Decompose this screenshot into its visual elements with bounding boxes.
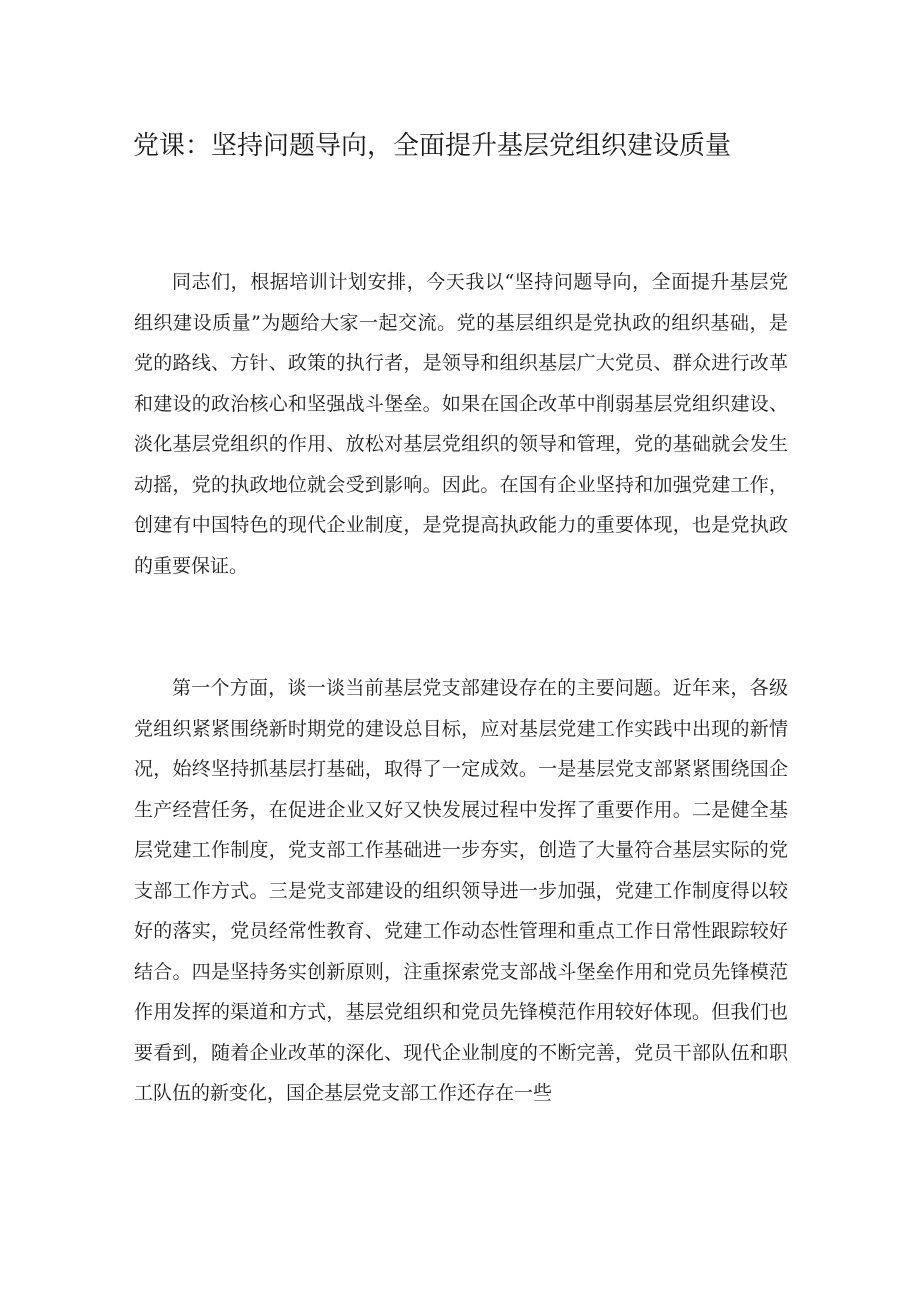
body-paragraph-2: 第一个方面，谈一谈当前基层党支部建设存在的主要问题。近年来，各级党组织紧紧围绕新时期党的建设总目标，应对基层党建工作实践中出现的新情况，始终坚持抓基层打基础，取得了一定成效。一是基层党支部紧紧围绕国企生产经营任务，在促进企业又好又快发展过程中发挥了重要作用。二是健全基层党建工作制度，党支部工作基础进一步夯实，创造了大量符合基层实际的党支部工作方式。三是党支部建设的组织领导进一步加强，党建工作制度得以较好的落实，党员经常性教育、党建工作动态性管理和重点工作日常性跟踪较好结合。四是坚持务实创新原则，注重探索党支部战斗堡垒作用和党员先锋模范作用发挥的渠道和方式，基层党组织和党员先锋模范作用较好体现。但我们也要看到，随着企业改革的深化、现代企业制度的不断完善，党员干部队伍和职工队伍的新变化，国企基层党支部工作还存在一些 [134, 677, 788, 1104]
body-paragraph-1: 同志们，根据培训计划安排，今天我以“坚持问题导向，全面提升基层党组织建设质量”为题给大家一起交流。党的基层组织是党执政的组织基础，是党的路线、方针、政策的执行者，是领导和组织基层广大党员、群众进行改革和建设的政治核心和坚强战斗堡垒。如果在国企改革中削弱基层党组织建设、淡化基层党组织的作用、放松对基层党组织的领导和管理，党的基础就会发生动摇，党的执政地位就会受到影响。因此。在国有企业坚持和加强党建工作，创建有中国特色的现代企业制度，是党提高执政能力的重要体现，也是党执政的重要保证。 [134, 271, 788, 577]
document-title: 党课：坚持问题导向，全面提升基层党组织建设质量 [133, 131, 732, 161]
